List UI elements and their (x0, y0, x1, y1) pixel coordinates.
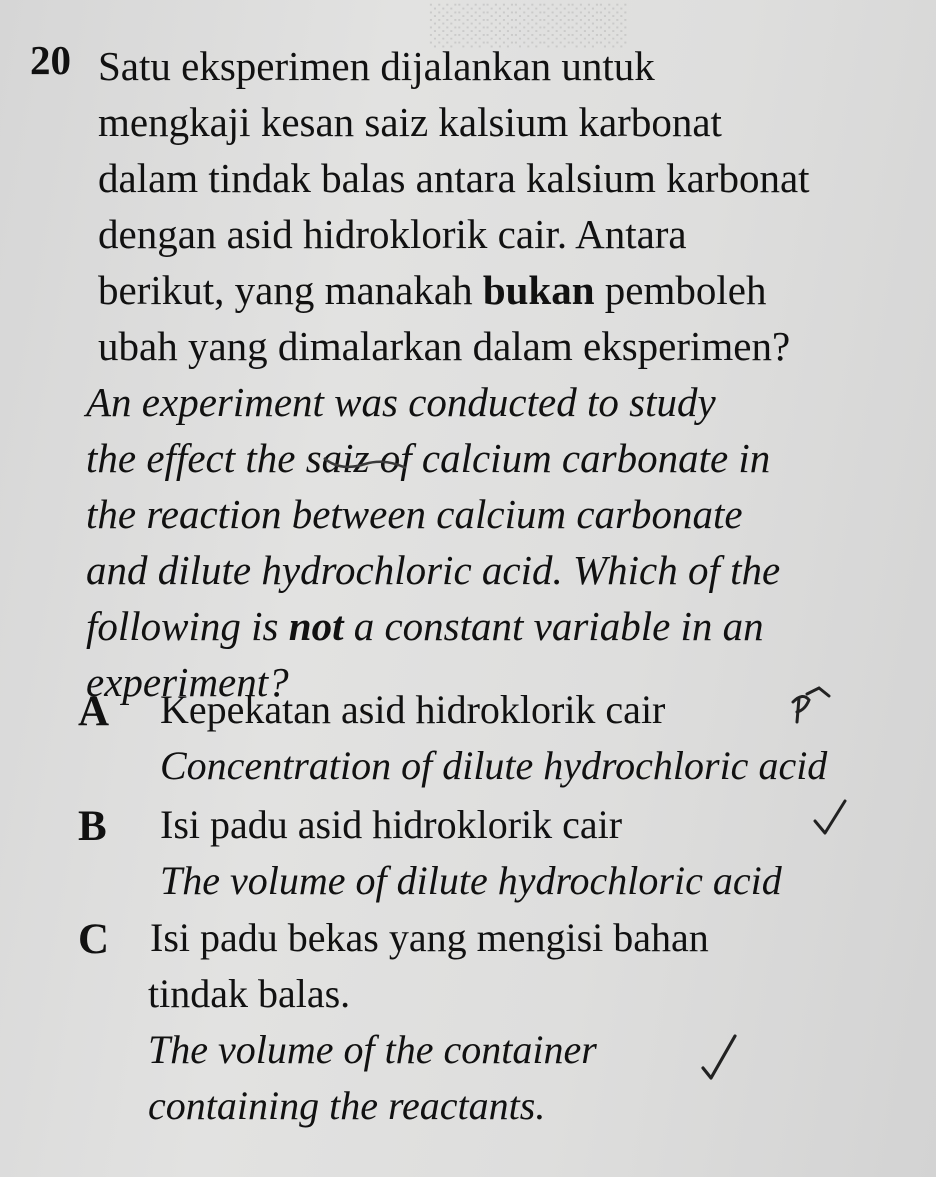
option-b-english: The volume of dilute hydrochloric acid (160, 858, 782, 903)
emphasis-bukan: bukan (482, 267, 595, 313)
question-english-line-5 (86, 603, 764, 649)
question-english-line-3: the reaction between calcium carbonate (86, 491, 743, 537)
option-b-malay: Isi padu asid hidroklorik cair (160, 802, 623, 847)
question-malay-line-3: dalam tindak balas antara kalsium karbonat (98, 155, 810, 201)
question-malay-line-5-start: berikut, yang manakah (98, 267, 483, 313)
handwritten-tick-icon (805, 795, 855, 845)
question-english-line-6: experiment? (86, 659, 289, 705)
option-c-english-line-2: containing the reactants. (148, 1083, 546, 1128)
question-english-line-1: An experiment was conducted to study (86, 379, 716, 425)
option-a-english: Concentration of dilute hydrochloric acid (160, 743, 828, 788)
question-english-line-5-end: a constant variable in an (343, 603, 764, 649)
question-number: 20 (30, 37, 71, 83)
question-english-line-4: and dilute hydrochloric acid. Which of the (86, 547, 781, 593)
question-english-line-5-start: following is (86, 603, 289, 649)
option-a-malay: Kepekatan asid hidroklorik cair (160, 687, 666, 732)
handwritten-tick-scribble-icon (785, 682, 835, 730)
question-malay-line-5 (98, 267, 767, 313)
option-c-english-line-1: The volume of the container (148, 1027, 597, 1072)
question-english-line-2: the effect the saiz of calcium carbonate in (86, 435, 771, 481)
question-malay-line-5-end: pemboleh (594, 267, 767, 313)
question-malay-line-2: mengkaji kesan saiz kalsium karbonat (98, 99, 722, 145)
option-c-letter: C (78, 916, 110, 963)
emphasis-not: not (288, 603, 344, 649)
option-c-malay-line-2: tindak balas. (148, 971, 351, 1016)
question-malay-line-6: ubah yang dimalarkan dalam eksperimen? (98, 323, 791, 369)
handwritten-tick-icon (695, 1030, 745, 1084)
option-a-letter: A (78, 688, 110, 735)
question-malay-line-1: Satu eksperimen dijalankan untuk (98, 43, 655, 89)
question-malay-line-4: dengan asid hidroklorik cair. Antara (98, 211, 687, 257)
show-through-text: ░░░░░░░ (430, 1, 629, 46)
option-b-letter: B (78, 803, 107, 850)
option-c-malay-line-1: Isi padu bekas yang mengisi bahan (150, 915, 709, 960)
